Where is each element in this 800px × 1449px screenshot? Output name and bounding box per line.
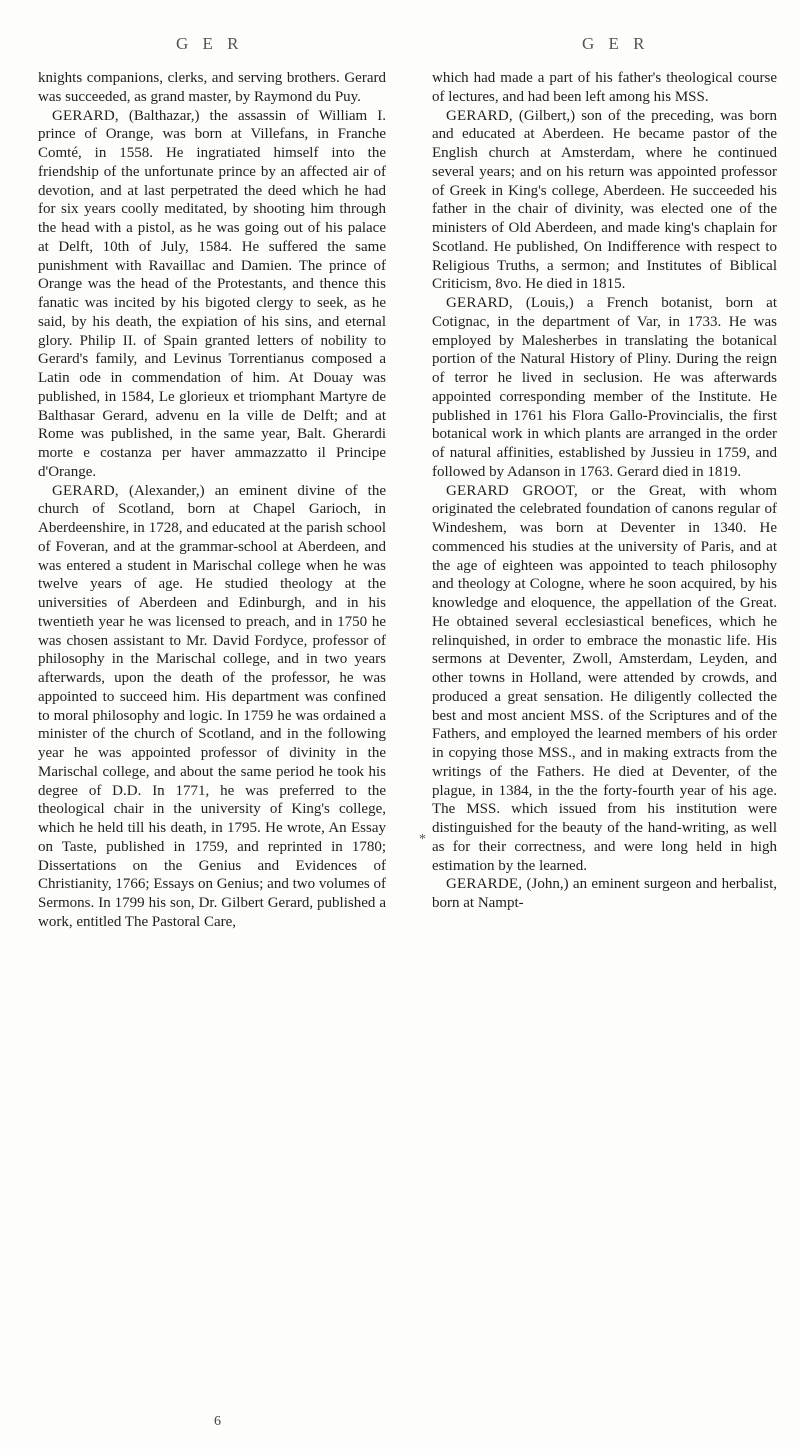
entry-headword: GERARD, — [446, 107, 513, 124]
left-column — [38, 69, 386, 932]
signature-mark: 6 — [214, 1414, 221, 1429]
entry-text: (Louis,) a French botanist, born at Cotignac, in the department of Var, in 1733. He was employed by Malesherbes in translating the botanical portion of the Natural History of Pliny. During the reign of terror he lived in seclusion. He was afterwards appointed corresponding member of the Institute. He published in 1761 his Flora Gallo-Provincialis, the first botanical work in which plants are arranged in the order of natural affinities, established by Jussieu in 1759, and followed by Adanson in 1763. Gerard died in 1819. — [432, 295, 777, 480]
right-column — [432, 69, 777, 913]
margin-mark: * — [419, 832, 426, 847]
entry-text: or the Great, with whom originated the celebrated foundation of canons regular of Windeshem, was born at Deventer in 1340. He commenced his studies at the university of Paris, and at the age of eighteen was appointed to teach philosophy and theology at Cologne, where he soon acquired, by his knowledge and eloquence, the appellation of the Great. He obtained several ecclesiastical benefices, which he relinquished, in order to embrace the monastic life. His sermons at Deventer, Zwoll, Amsterdam, Leyden, and other towns in Holland, were attended by crowds, and produced a great sensation. He diligently collected the best and most ancient MSS. of the Scriptures and of the Fathers, and employed the learned members of his order in copying those MSS., and in making extracts from the writings of the Fathers. He died at Deventer, of the plague, in 1384, in the the forty-fourth year of his age. The MSS. which issued from his institution were distinguished for the beauty of the hand-writing, as well as for their correctness, and were long held in high estimation by the learned. — [432, 482, 777, 874]
entry-headword: GERARD, — [52, 107, 119, 124]
entry-headword: GERARD, — [446, 295, 513, 311]
entry-continuation — [38, 69, 386, 107]
entry-text: (Gilbert,) son of the preceding, was born and educated at Aberdeen. He became pastor of the English church at Amsterdam, where he continued several years; and on his return was appointed professor of Greek in King's college, Aberdeen. He succeeded his father in the chair of divinity, was elected one of the ministers of Old Aberdeen, and made king's chaplain for Scotland. He published, On Indifference with respect to Religious Truths, a sermon; and Institutes of Biblical Criticism, 8vo. He died in 1815. — [432, 107, 777, 293]
entry-gerard-louis — [432, 294, 777, 482]
running-head-right: G E R — [582, 34, 650, 53]
entry-text: which had made a part of his father's theological course of lectures, and had been left among his MSS. — [432, 70, 777, 105]
entry-text: (John,) an eminent surgeon and herbalist, born at Nampt- — [432, 876, 777, 911]
entry-gerard-groot — [432, 482, 777, 876]
entry-headword: GERARD GROOT, — [446, 482, 578, 499]
entry-headword: GERARDE, — [446, 876, 523, 893]
entry-text: knights companions, clerks, and serving brothers. Gerard was succeeded, as grand master, by Raymond du Puy. — [38, 70, 386, 105]
entry-gerard-alexander — [38, 482, 386, 932]
entry-text: (Balthazar,) the assassin of William I. prince of Orange, was born at Villefans, in Franche Comté, in 1558. He ingratiated himself into the friendship of the unfortunate prince by an affected air of devotion, and at last perpetrated the deed which he had for six years coolly meditated, by shooting him through the head with a pistol, as he was going out of his palace at Delft, 10th of July, 1584. He suffered the same punishment with Ravaillac and Damien. The prince of Orange was the head of the Protestants, and thence this fanatic was incited by his bigoted clergy to seek, as he said, by his death, the expiation of his sins, and eternal glory. Philip II. of Spain granted letters of nobility to Gerard's family, and Levinus Torrentianus composed a Latin ode in commendation of him. At Douay was published, in 1584, Le glorieux et triomphant Martyre de Balthasar Gerard, advenu en la ville de Delft; and at Rome was published, in the same year, Balt. Gherardi morte e costanza per haver ammazzatto il Principe d'Orange. — [38, 107, 386, 480]
entry-text: (Alexander,) an eminent divine of the church of Scotland, born at Chapel Garioch, in Aberdeenshire, in 1728, and educated at the parish school of Foveran, and at the grammar-school at Aberdeen, and was entered a student in Marischal college when he was twelve years of age. He studied theology at the universities of Aberdeen and Edinburgh, and in his twentieth year he was licensed to preach, and in 1750 he was chosen assistant to Mr. David Fordyce, professor of philosophy in the Marischal college, and in two years afterwards, upon the death of the professor, he was appointed to succeed him. His department was confined to moral philosophy and logic. In 1759 he was ordained a minister of the church of Scotland, and in the following year he was appointed professor of divinity in the Marischal college, and about the same period he took his degree of D.D. In 1771, he was preferred to the theological chair in the university of King's college, which he held till his death, in 1795. He wrote, An Essay on Taste, published in 1759, and reprinted in 1780; Dissertations on the Genius and Evidences of Christianity, 1766; Essays on Genius; and two volumes of Sermons. In 1799 his son, Dr. Gilbert Gerard, published a work, entitled The Pastoral Care, — [38, 482, 386, 930]
entry-gerarde-john — [432, 875, 777, 913]
entry-headword: GERARD, — [52, 482, 119, 499]
entry-continuation — [432, 69, 777, 107]
running-head-left: G E R — [176, 34, 244, 53]
entry-gerard-balthazar — [38, 107, 386, 482]
entry-gerard-gilbert — [432, 107, 777, 295]
